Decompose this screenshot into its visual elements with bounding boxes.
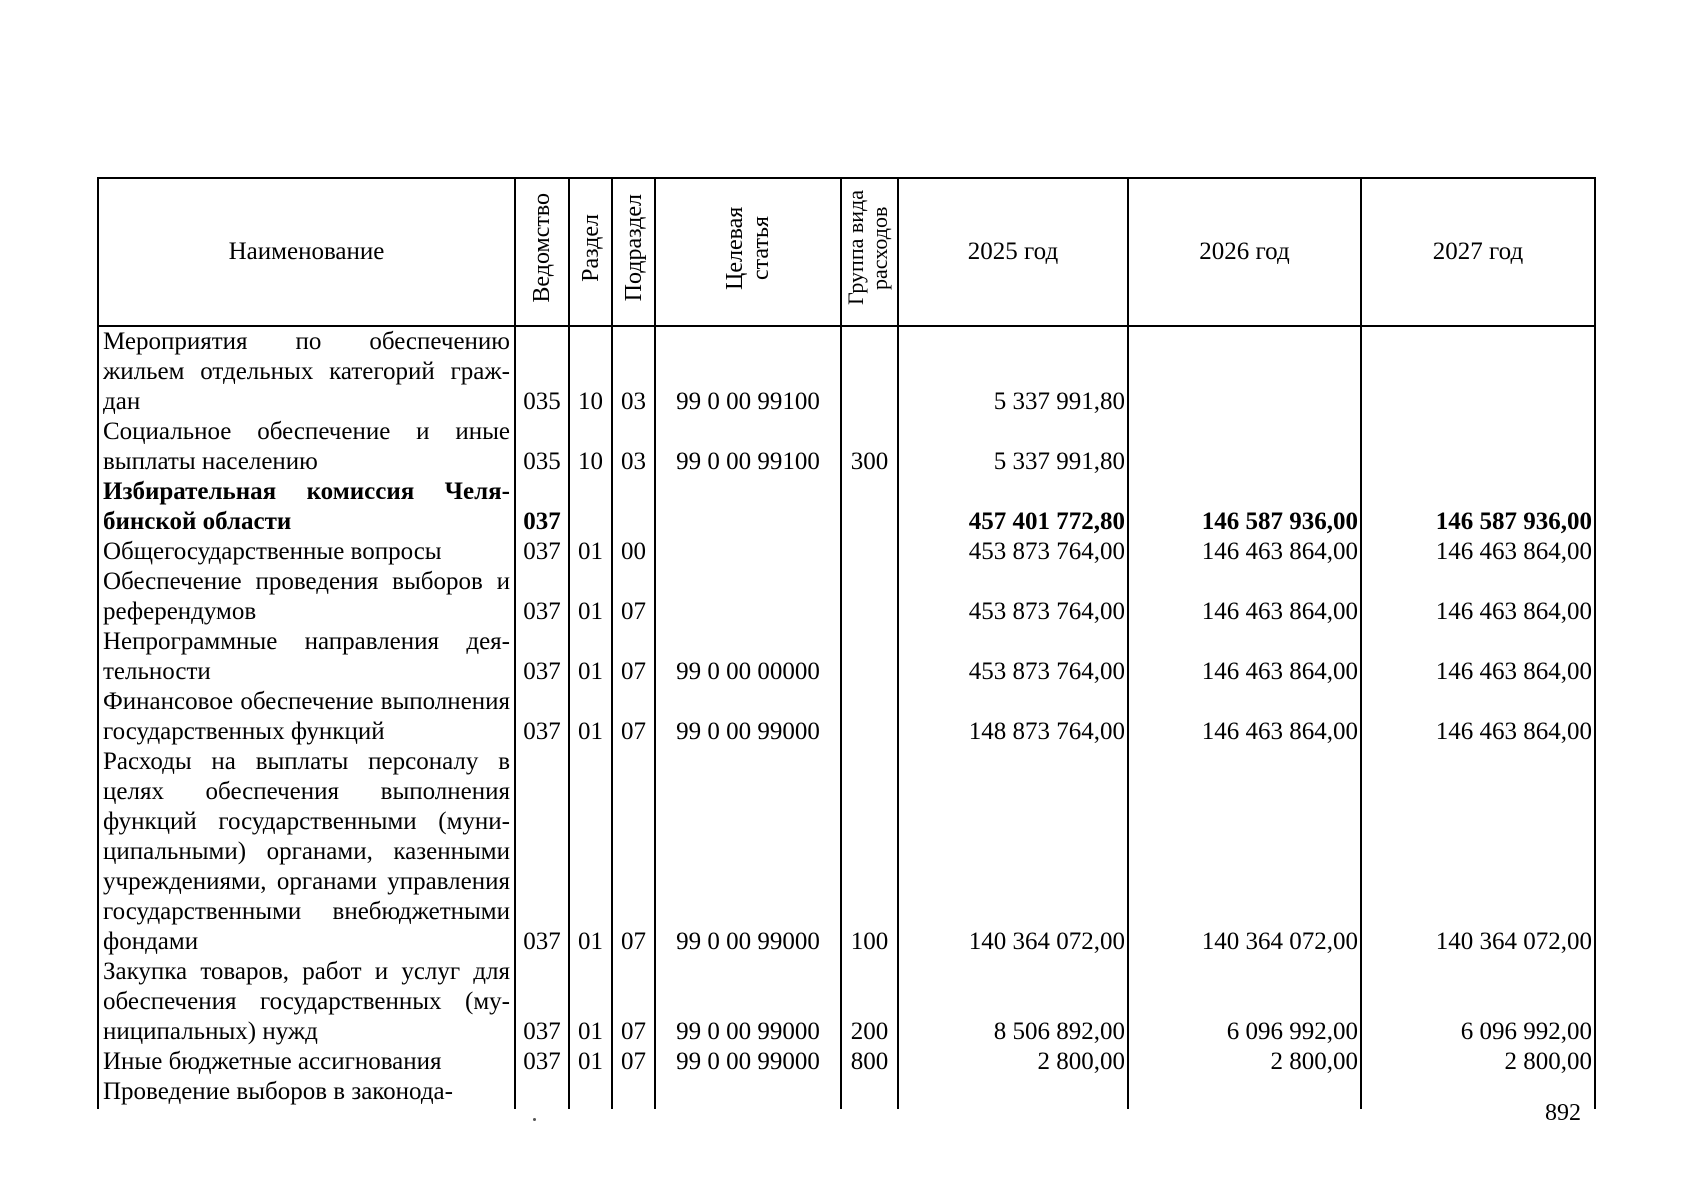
row-podrazdel: [612, 1077, 655, 1109]
row-gruppa: 100: [841, 747, 898, 957]
row-name: Социальное обеспечение и иные выплаты населению: [98, 417, 515, 477]
row-vedomstvo: 037: [515, 537, 569, 567]
row-celevaya: [655, 537, 841, 567]
row-celevaya: 99 0 00 00000: [655, 627, 841, 687]
row-vedomstvo: 037: [515, 627, 569, 687]
table-row: [98, 747, 1595, 957]
header-2027: 2027 год: [1361, 178, 1595, 326]
row-2026: 146 463 864,00: [1128, 567, 1361, 627]
row-gruppa: 800: [841, 1047, 898, 1077]
table-row: [98, 326, 1595, 417]
row-gruppa: [841, 326, 898, 417]
row-name: Избирательная комиссия Челябинской области: [98, 477, 515, 537]
row-2025: 453 873 764,00: [898, 627, 1128, 687]
row-razdel: 01: [569, 1047, 612, 1077]
row-2027: 146 463 864,00: [1361, 687, 1595, 747]
row-celevaya: 99 0 00 99000: [655, 957, 841, 1047]
row-2025: 140 364 072,00: [898, 747, 1128, 957]
scan-speck: [533, 1118, 536, 1121]
header-vedomstvo: Ведомство: [515, 178, 569, 326]
row-2025: [898, 1077, 1128, 1109]
row-2025: 457 401 772,80: [898, 477, 1128, 537]
row-2026: 146 463 864,00: [1128, 537, 1361, 567]
row-2027: [1361, 326, 1595, 417]
row-2025: 2 800,00: [898, 1047, 1128, 1077]
row-2026: [1128, 326, 1361, 417]
row-gruppa: [841, 537, 898, 567]
row-vedomstvo: 037: [515, 957, 569, 1047]
row-2027: 6 096 992,00: [1361, 957, 1595, 1047]
row-vedomstvo: 035: [515, 417, 569, 477]
row-2027: 146 463 864,00: [1361, 537, 1595, 567]
header-gruppa: Группа вида расходов: [841, 178, 898, 326]
row-vedomstvo: 037: [515, 747, 569, 957]
table-row: [98, 1077, 1595, 1109]
page-number: 892: [1545, 1100, 1581, 1126]
row-2027: 2 800,00: [1361, 1047, 1595, 1077]
row-2026: 146 463 864,00: [1128, 687, 1361, 747]
row-2025: 148 873 764,00: [898, 687, 1128, 747]
table-row: [98, 687, 1595, 747]
row-2027: [1361, 417, 1595, 477]
row-vedomstvo: 037: [515, 687, 569, 747]
row-razdel: 01: [569, 747, 612, 957]
budget-table: [97, 177, 1596, 1109]
row-podrazdel: 03: [612, 417, 655, 477]
header-celevaya: Целевая статья: [655, 178, 841, 326]
row-2027: 140 364 072,00: [1361, 747, 1595, 957]
row-razdel: 01: [569, 687, 612, 747]
row-2025: 8 506 892,00: [898, 957, 1128, 1047]
row-celevaya: 99 0 00 99100: [655, 326, 841, 417]
row-razdel: 10: [569, 326, 612, 417]
row-celevaya: [655, 1077, 841, 1109]
row-celevaya: 99 0 00 99000: [655, 1047, 841, 1077]
row-2026: 6 096 992,00: [1128, 957, 1361, 1047]
table-row: [98, 567, 1595, 627]
table-row: [98, 537, 1595, 567]
row-2025: 5 337 991,80: [898, 326, 1128, 417]
header-2026: 2026 год: [1128, 178, 1361, 326]
row-celevaya: 99 0 00 99000: [655, 747, 841, 957]
row-razdel: 01: [569, 627, 612, 687]
row-name: Финансовое обеспечение выполнения государственных функций: [98, 687, 515, 747]
row-podrazdel: [612, 477, 655, 537]
row-celevaya: 99 0 00 99100: [655, 417, 841, 477]
row-2027: 146 463 864,00: [1361, 567, 1595, 627]
row-celevaya: [655, 477, 841, 537]
header-podrazdel: Подраздел: [612, 178, 655, 326]
row-2026: [1128, 417, 1361, 477]
table-row: [98, 627, 1595, 687]
row-gruppa: 300: [841, 417, 898, 477]
row-podrazdel: 07: [612, 567, 655, 627]
row-razdel: 01: [569, 537, 612, 567]
header-razdel: Раздел: [569, 178, 612, 326]
row-celevaya: [655, 567, 841, 627]
row-name: Расходы на выплаты персоналу в целях обеспечения выполнения функций государственными (муниципальными) органами, казенными учреждениями, органами управления государственными внебюджетными фондами: [98, 747, 515, 957]
row-gruppa: [841, 477, 898, 537]
row-2027: 146 463 864,00: [1361, 627, 1595, 687]
row-vedomstvo: 037: [515, 567, 569, 627]
row-2026: 2 800,00: [1128, 1047, 1361, 1077]
row-name: Обеспечение проведения выборов и референдумов: [98, 567, 515, 627]
row-podrazdel: 07: [612, 1047, 655, 1077]
row-name: Проведение выборов в законода-: [98, 1077, 515, 1109]
table-body: [98, 326, 1595, 1109]
row-2026: [1128, 1077, 1361, 1109]
row-gruppa: [841, 1077, 898, 1109]
table-header: [98, 178, 1595, 326]
row-razdel: [569, 1077, 612, 1109]
table-row: [98, 1047, 1595, 1077]
row-2026: 140 364 072,00: [1128, 747, 1361, 957]
row-gruppa: 200: [841, 957, 898, 1047]
row-podrazdel: 03: [612, 326, 655, 417]
row-podrazdel: 00: [612, 537, 655, 567]
row-razdel: 01: [569, 957, 612, 1047]
header-2025: 2025 год: [898, 178, 1128, 326]
row-name: Иные бюджетные ассигнования: [98, 1047, 515, 1077]
table-row: [98, 477, 1595, 537]
row-razdel: [569, 477, 612, 537]
row-razdel: 10: [569, 417, 612, 477]
table-row: [98, 417, 1595, 477]
row-name: Закупка товаров, работ и услуг для обеспечения государственных (муниципальных) нужд: [98, 957, 515, 1047]
row-celevaya: 99 0 00 99000: [655, 687, 841, 747]
row-vedomstvo: [515, 1077, 569, 1109]
header-name: Наименование: [98, 178, 515, 326]
row-podrazdel: 07: [612, 627, 655, 687]
table-row: [98, 957, 1595, 1047]
row-podrazdel: 07: [612, 957, 655, 1047]
row-2027: 146 587 936,00: [1361, 477, 1595, 537]
row-name: Общегосударственные вопросы: [98, 537, 515, 567]
row-name: Непрограммные направления деятельности: [98, 627, 515, 687]
row-2025: 5 337 991,80: [898, 417, 1128, 477]
row-gruppa: [841, 567, 898, 627]
row-2025: 453 873 764,00: [898, 537, 1128, 567]
row-podrazdel: 07: [612, 687, 655, 747]
row-2026: 146 463 864,00: [1128, 627, 1361, 687]
row-2026: 146 587 936,00: [1128, 477, 1361, 537]
row-vedomstvo: 035: [515, 326, 569, 417]
row-podrazdel: 07: [612, 747, 655, 957]
row-name: Мероприятия по обеспечению жильем отдельных категорий граждан: [98, 326, 515, 417]
row-vedomstvo: 037: [515, 1047, 569, 1077]
row-razdel: 01: [569, 567, 612, 627]
row-2025: 453 873 764,00: [898, 567, 1128, 627]
row-vedomstvo: 037: [515, 477, 569, 537]
row-gruppa: [841, 627, 898, 687]
row-gruppa: [841, 687, 898, 747]
